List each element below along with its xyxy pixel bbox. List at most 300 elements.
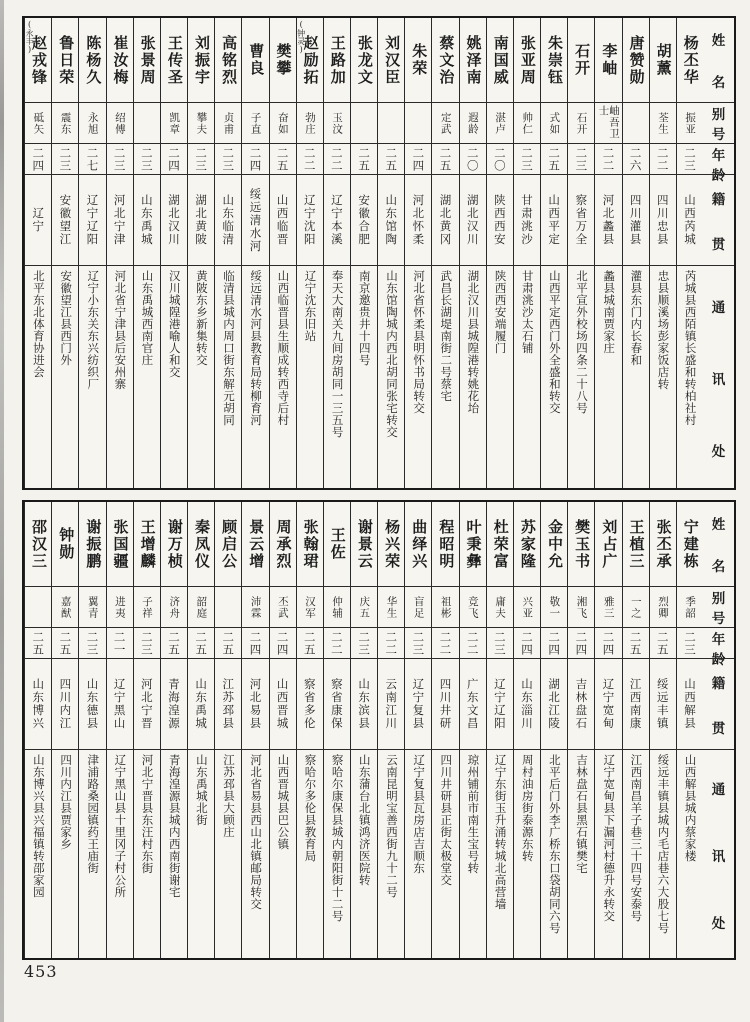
native_place-cell (324, 174, 350, 265)
address-cell (487, 749, 513, 958)
name-cell (188, 18, 214, 102)
age-text: 二五 (302, 630, 317, 656)
address-text: 山东馆陶城内西北胡同张宅转交 (384, 270, 399, 438)
age-text: 二二 (384, 630, 399, 656)
address-cell (351, 265, 377, 488)
address-cell (487, 265, 513, 488)
address-cell (405, 749, 431, 958)
age-cell (595, 627, 621, 658)
person-name: 苏家隆 (518, 518, 537, 570)
native_place-cell (568, 658, 594, 749)
entry-column (106, 18, 133, 488)
native_place-cell (432, 658, 458, 749)
book-gutter-shadow (0, 0, 4, 1022)
age-cell (297, 627, 323, 658)
age-text: 二四 (547, 630, 562, 656)
native_place-cell (52, 174, 78, 265)
alias-text: 烈卿 (657, 595, 670, 619)
person-name: 张国疆 (111, 518, 130, 570)
name-cell (623, 502, 649, 586)
address-cell (52, 265, 78, 488)
name-cell (351, 18, 377, 102)
native-place-text: 江苏邳县 (221, 678, 236, 730)
age-text: 二四 (601, 630, 616, 656)
address-text: 山东禹城西南官庄 (140, 270, 155, 366)
entry-column (622, 18, 649, 488)
address-cell (215, 265, 241, 488)
address-cell (242, 749, 268, 958)
person-name: 谢景云 (355, 518, 374, 570)
native-place-text: 山东禹城 (139, 194, 154, 246)
name-cell (215, 502, 241, 586)
address-cell (25, 749, 51, 958)
address-text: 山西解县城内蔡家楼 (683, 754, 698, 862)
name-cell (297, 502, 323, 586)
name-cell (405, 502, 431, 586)
address-text: 北平宣外校场四条二十八号 (575, 270, 590, 414)
age-cell (460, 627, 486, 658)
native-place-text: 山东馆陶 (384, 194, 399, 246)
alias-cell (568, 586, 594, 627)
native_place-cell (432, 174, 458, 265)
native_place-cell (161, 174, 187, 265)
row-label-text: 籍 贯 (711, 675, 726, 737)
alias-text: 振亚 (684, 111, 697, 135)
name-cell (25, 18, 51, 102)
row-label-alias (703, 102, 734, 143)
person-name: 张丕承 (654, 518, 673, 570)
person-name: 崔汝梅 (111, 34, 130, 86)
address-cell (595, 265, 621, 488)
name-cell (52, 18, 78, 102)
person-name: 张龙文 (355, 34, 374, 86)
person-name: 杨兴荣 (383, 518, 402, 570)
age-cell (79, 143, 105, 174)
address-text: 江苏邳县大顾庄 (222, 754, 237, 838)
native_place-cell (514, 658, 540, 749)
native_place-cell (460, 174, 486, 265)
native-place-text: 河北易县 (248, 678, 263, 730)
row-label-name (703, 502, 734, 586)
name-cell (79, 502, 105, 586)
address-cell (161, 265, 187, 488)
age-cell (188, 143, 214, 174)
age-text: 二五 (547, 146, 562, 172)
entry-column (594, 18, 621, 488)
age-cell (568, 627, 594, 658)
alias-text: 祖彬 (439, 595, 452, 619)
native_place-cell (623, 174, 649, 265)
native_place-cell (134, 174, 160, 265)
native-place-text: 山西解县 (682, 678, 697, 730)
alias-text: 仲辅 (331, 595, 344, 619)
alias-cell (107, 586, 133, 627)
native-place-text: 察省康保 (329, 678, 344, 730)
name-cell (324, 502, 350, 586)
age-text: 二四 (31, 146, 46, 172)
age-text: 二三 (139, 146, 154, 172)
entry-column (51, 18, 78, 488)
address-text: 山东禹城北街 (194, 754, 209, 826)
person-name: 王佐 (328, 527, 347, 561)
native-place-text: 四川内江 (58, 678, 73, 730)
person-name: 鲁日荣 (57, 34, 76, 86)
address-text: 河北省易县西山北镇邮局转交 (249, 754, 264, 910)
age-cell (161, 143, 187, 174)
age-text: 二五 (166, 630, 181, 656)
native_place-cell (270, 658, 296, 749)
person-name: 石开 (573, 43, 592, 77)
age-cell (324, 143, 350, 174)
native-place-text: 山西晋城 (275, 678, 290, 730)
age-text: 二三 (221, 146, 236, 172)
age-text: 二六 (628, 146, 643, 172)
native-place-text: 四川井研 (438, 678, 453, 730)
person-name: 蔡文治 (437, 34, 456, 86)
native-place-text: 辽宁 (31, 207, 46, 233)
alias-cell (188, 102, 214, 143)
alias-cell (52, 102, 78, 143)
address-text: 陕西西安端履门 (493, 270, 508, 354)
age-text: 二四 (248, 146, 263, 172)
address-text: 武昌长湖堤南街二号蔡宅 (439, 270, 454, 402)
row-label-text: 通 讯 处 (711, 781, 726, 933)
age-cell (161, 627, 187, 658)
age-cell (541, 627, 567, 658)
name-cell (460, 18, 486, 102)
name-cell (52, 502, 78, 586)
age-text: 二五 (275, 146, 290, 172)
entry-column (187, 18, 214, 488)
row-label-text: 姓 名 (711, 33, 726, 91)
native_place-cell (568, 174, 594, 265)
alias-cell (25, 102, 51, 143)
address-cell (188, 749, 214, 958)
person-name: 杨丕华 (681, 34, 700, 86)
native_place-cell (650, 658, 676, 749)
entry-column (649, 502, 676, 958)
native-place-text: 察省万全 (574, 194, 589, 246)
age-text: 二三 (194, 146, 209, 172)
address-cell (270, 265, 296, 488)
alias-text: 一之 (629, 595, 642, 619)
address-text: 琼州铺前市南生宝号转 (466, 754, 481, 874)
alias-text: 子祥 (141, 595, 154, 619)
person-name: 刘汉臣 (383, 34, 402, 86)
person-name: 朱崇钰 (546, 34, 565, 86)
alias-cell (79, 586, 105, 627)
entry-column (106, 502, 133, 958)
age-text: 二二 (655, 146, 670, 172)
address-text: 江西南昌羊子巷三十四号安泰号 (629, 754, 644, 922)
native_place-cell (405, 174, 431, 265)
age-cell (514, 627, 540, 658)
age-cell (650, 627, 676, 658)
alias-text: 绍傅 (113, 111, 126, 135)
native_place-cell (324, 658, 350, 749)
address-text: 察哈尔多伦县教育局 (303, 754, 318, 862)
native_place-cell (378, 174, 404, 265)
native-place-text: 辽宁本溪 (329, 194, 344, 246)
address-cell (134, 749, 160, 958)
alias-text: 凯章 (168, 111, 181, 135)
name-cell (568, 502, 594, 586)
alias-cell (215, 102, 241, 143)
age-cell (25, 627, 51, 658)
alias-cell (324, 102, 350, 143)
age-cell (351, 627, 377, 658)
directory-table-top (22, 16, 736, 490)
address-text: 北平东北体育协进会 (31, 270, 46, 378)
address-text: 忠县顺溪场彭家饭店转 (656, 270, 671, 390)
native_place-cell (25, 658, 51, 749)
alias-cell (460, 586, 486, 627)
age-text: 二二 (465, 630, 480, 656)
alias-cell (432, 102, 458, 143)
address-text: 绥远清水河县教育局转柳育河 (249, 270, 264, 426)
name-cell (25, 502, 51, 586)
age-text: 二五 (31, 630, 46, 656)
address-text: 山西平定西门外全盛和转交 (547, 270, 562, 414)
person-name: 姚泽南 (464, 34, 483, 86)
address-text: 黄陂东乡新集转交 (194, 270, 209, 366)
native_place-cell (405, 658, 431, 749)
alias-cell (215, 586, 241, 627)
native-place-text: 安徽合肥 (357, 194, 372, 246)
native_place-cell (623, 658, 649, 749)
alias-text: 玉汶 (331, 111, 344, 135)
alias-text: 庸夫 (494, 595, 507, 619)
alias-cell (405, 586, 431, 627)
alias-cell (242, 586, 268, 627)
age-cell (270, 627, 296, 658)
native_place-cell (188, 174, 214, 265)
entry-column (513, 18, 540, 488)
address-text: 辽宁小东关东兴纺织厂 (86, 270, 101, 390)
native-place-text: 察省多伦 (302, 678, 317, 730)
alias-cell (514, 586, 540, 627)
entry-column (377, 502, 404, 958)
age-text: 二五 (357, 146, 372, 172)
address-text: 山西晋城县巴公镇 (276, 754, 291, 850)
native_place-cell (297, 658, 323, 749)
address-cell (107, 749, 133, 958)
native-place-text: 四川忠县 (655, 194, 670, 246)
age-cell (405, 627, 431, 658)
address-text: 灌县东门内长春和 (629, 270, 644, 366)
alias-cell (432, 586, 458, 627)
age-text: 二三 (139, 630, 154, 656)
person-name: 胡薰 (654, 43, 673, 77)
native-place-text: 湖北黄陂 (194, 194, 209, 246)
address-text: 山东博兴县兴福镇转邵家园 (31, 754, 46, 898)
address-text: 山西临晋县生顺成转西寺后村 (276, 270, 291, 426)
address-text: 辽宁复县瓦房店吉顺东 (412, 754, 427, 874)
age-cell (650, 143, 676, 174)
entry-column (133, 502, 160, 958)
person-name: 张亚周 (518, 34, 537, 86)
native-place-text: 山东滨县 (357, 678, 372, 730)
address-cell (514, 265, 540, 488)
alias-cell (677, 102, 703, 143)
age-text: 二四 (520, 630, 535, 656)
person-name: 金中允 (546, 518, 565, 570)
name-annotation: (钟灵) (296, 20, 306, 54)
age-cell (487, 143, 513, 174)
age-cell (134, 143, 160, 174)
native_place-cell (161, 658, 187, 749)
age-cell (432, 627, 458, 658)
entry-column (622, 502, 649, 958)
name-cell (161, 18, 187, 102)
age-text: 二四 (574, 630, 589, 656)
address-cell (677, 265, 703, 488)
native-place-text: 山西芮城 (682, 194, 697, 246)
alias-cell (514, 102, 540, 143)
address-cell (188, 265, 214, 488)
native_place-cell (378, 658, 404, 749)
alias-cell (650, 586, 676, 627)
name-annotation: (永丰) (25, 20, 35, 54)
address-cell (514, 749, 540, 958)
address-text: 芮城县西陌镇长盛和转柏社村 (683, 270, 698, 426)
person-name: 刘占广 (600, 518, 619, 570)
entry-column (676, 18, 703, 488)
person-name: 叶秉彝 (464, 518, 483, 570)
name-cell (595, 502, 621, 586)
address-cell (161, 749, 187, 958)
alias-text: 雅三 (602, 595, 615, 619)
row-label-text: 年 龄 (711, 632, 726, 668)
native-place-text: 湖北江陵 (547, 678, 562, 730)
age-text: 二四 (248, 630, 263, 656)
native-place-text: 甘肃洮沙 (520, 194, 535, 246)
native_place-cell (79, 174, 105, 265)
age-cell (25, 143, 51, 174)
address-text: 安徽望江县西门外 (59, 270, 74, 366)
alias-cell (161, 586, 187, 627)
age-cell (487, 627, 513, 658)
native-place-text: 湖北汉川 (166, 194, 181, 246)
age-text: 二三 (411, 630, 426, 656)
address-text: 临清县城内周口街东解元胡同 (222, 270, 237, 426)
native_place-cell (460, 658, 486, 749)
person-name: 顾启公 (220, 518, 239, 570)
alias-text: 翼青 (86, 595, 99, 619)
page-number: 453 (24, 962, 58, 981)
alias-cell (487, 586, 513, 627)
address-text: 河北宁晋县东汪村东街 (140, 754, 155, 874)
alias-text: 汉军 (303, 595, 316, 619)
alias-cell (188, 586, 214, 627)
age-cell (215, 627, 241, 658)
alias-text: 子直 (249, 111, 262, 135)
entry-column (214, 502, 241, 958)
row-label-text: 姓 名 (711, 517, 726, 575)
person-name: 李岫 (600, 43, 619, 77)
directory-table-bottom (22, 500, 736, 960)
row-label-address (703, 265, 734, 488)
native_place-cell (351, 174, 377, 265)
entry-column (51, 502, 78, 958)
address-cell (623, 265, 649, 488)
age-text: 二三 (574, 146, 589, 172)
native-place-text: 山东淄川 (520, 678, 535, 730)
address-cell (215, 749, 241, 958)
person-name: 钟勋 (57, 527, 76, 561)
native-place-text: 辽宁辽阳 (492, 678, 507, 730)
entry-column (431, 502, 458, 958)
age-text: 二五 (58, 630, 73, 656)
age-text: 二三 (682, 630, 697, 656)
name-cell (541, 18, 567, 102)
alias-cell (107, 102, 133, 143)
name-cell (324, 18, 350, 102)
alias-cell (270, 586, 296, 627)
age-text: 二四 (166, 146, 181, 172)
age-text: 二二 (601, 146, 616, 172)
row-label-alias (703, 586, 734, 627)
person-name: 王植三 (627, 518, 646, 570)
name-cell (161, 502, 187, 586)
entry-column (459, 502, 486, 958)
alias-text: 遐龄 (466, 111, 479, 135)
native_place-cell (487, 174, 513, 265)
address-cell (677, 749, 703, 958)
age-cell (677, 143, 703, 174)
native_place-cell (541, 658, 567, 749)
alias-cell (270, 102, 296, 143)
person-name: 王增麟 (138, 518, 157, 570)
person-name: 杜荣富 (491, 518, 510, 570)
entry-column (350, 18, 377, 488)
age-cell (623, 627, 649, 658)
age-text: 二七 (85, 146, 100, 172)
name-cell (242, 502, 268, 586)
person-name: 程昭明 (437, 518, 456, 570)
native-place-text: 山东德县 (85, 678, 100, 730)
native-place-text: 绥远丰镇 (655, 678, 670, 730)
age-cell (134, 627, 160, 658)
age-text: 二二 (438, 630, 453, 656)
address-cell (460, 749, 486, 958)
address-cell (324, 749, 350, 958)
alias-cell (134, 102, 160, 143)
name-cell (514, 502, 540, 586)
entry-column (404, 18, 431, 488)
address-text: 察哈尔康保县城内朝阳街十二号 (330, 754, 345, 922)
age-text: 二五 (221, 630, 236, 656)
person-name: 曹良 (247, 43, 266, 77)
age-text: 二二 (302, 146, 317, 172)
address-text: 云南昆明宝善西街九十二号 (384, 754, 399, 898)
person-name: 王传圣 (165, 34, 184, 86)
entry-column (241, 502, 268, 958)
entry-column (377, 18, 404, 488)
address-text: 南京邀贵井十四号 (357, 270, 372, 366)
age-cell (52, 627, 78, 658)
address-text: 周村油房街泰源东转 (520, 754, 535, 862)
address-text: 蠡县城南贾家庄 (602, 270, 617, 354)
alias-cell (677, 586, 703, 627)
entry-column (269, 18, 296, 488)
alias-text: 华生 (385, 595, 398, 619)
name-cell (432, 18, 458, 102)
native_place-cell (107, 658, 133, 749)
native-place-text: 绥远清水河 (248, 187, 263, 253)
entry-column (350, 502, 377, 958)
alias-cell (541, 586, 567, 627)
